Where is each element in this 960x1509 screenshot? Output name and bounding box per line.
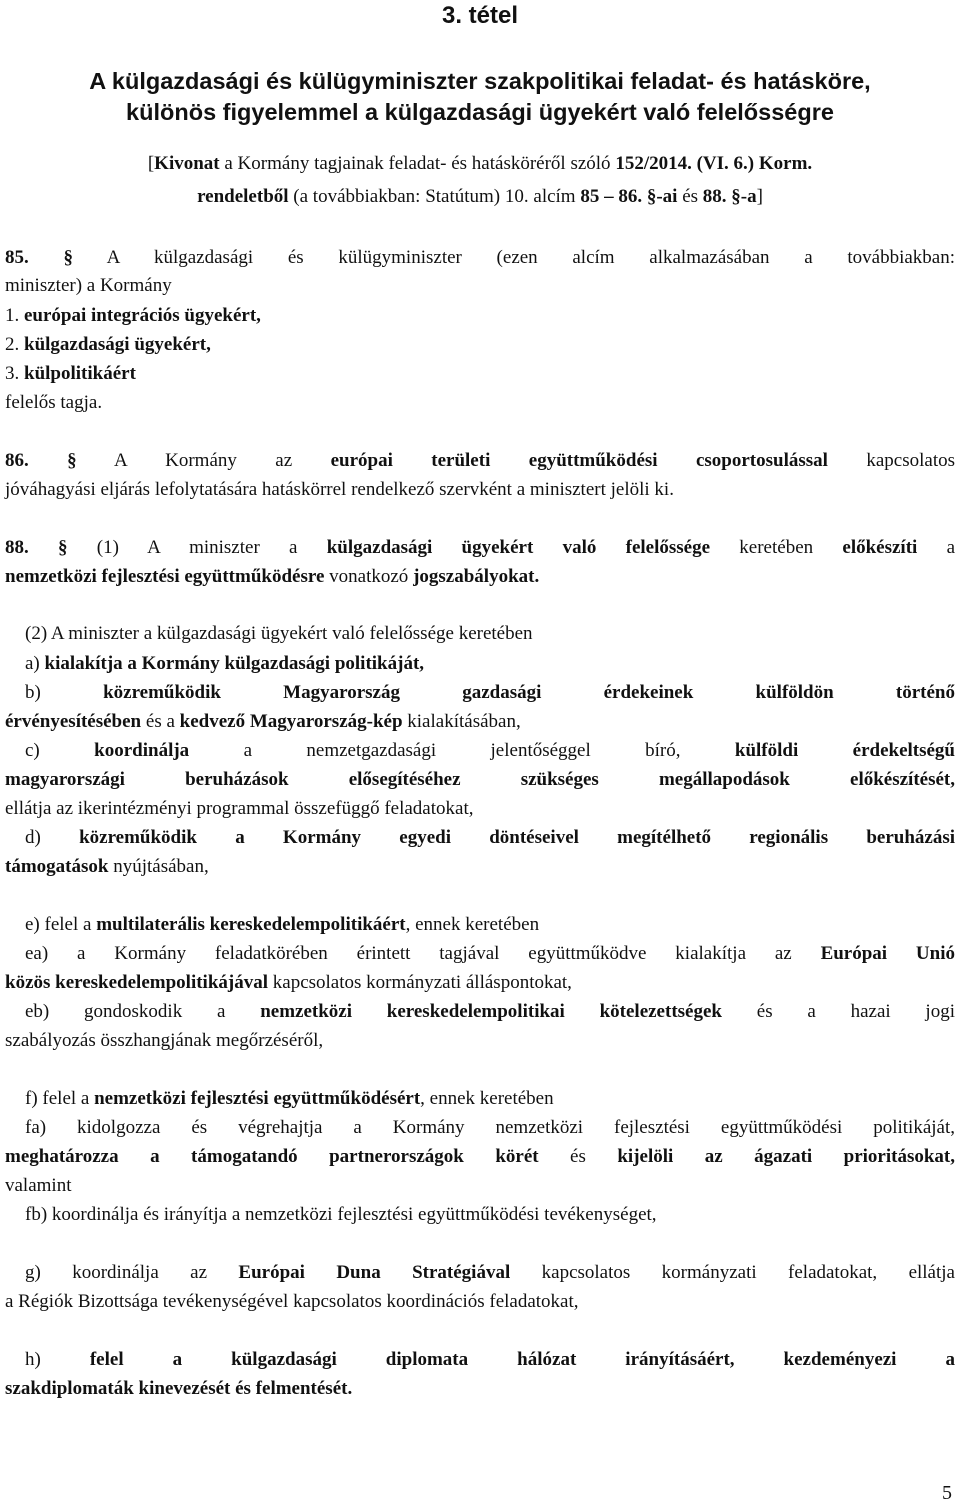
item-bold: közreműködik a Kormány egyedi döntéseivel megítélhető regionális beruházási (79, 827, 956, 848)
item-c-line-2: magyarországi beruházások elősegítéséhez szükséges megállapodások előkészítését, (5, 769, 955, 790)
item-c-line-3: ellátja az ikerintézményi programmal összefüggő feladatokat, (5, 798, 474, 819)
intro-88: 88. (702, 186, 732, 207)
s85-line-2: miniszter) a Kormány (5, 275, 172, 296)
item-bold: külföldi érdekeltségű (734, 740, 956, 761)
item-b-line-2 (5, 708, 955, 736)
item-bold: kialakítja a Kormány külgazdasági politikáját, (44, 653, 425, 674)
item-ea-line-1 (25, 940, 955, 968)
item-text: ea) a Kormány feladatkörében érintett tagjával együttműködve kialakítja az (25, 943, 821, 964)
item-text: eb) gondoskodik a (25, 1001, 261, 1022)
item-fa-line-1: fa) kidolgozza és végrehajtja a Kormány nemzetközi fejlesztési együttműködési politikáját, (25, 1117, 955, 1138)
s88-number: 88. (5, 537, 59, 558)
item-ea-line-2 (5, 969, 955, 997)
s88-bold-2: előkészíti (842, 537, 918, 558)
section-symbol: § (67, 450, 77, 471)
intro-suffix-2: -a (740, 186, 757, 207)
item-text: kapcsolatos kormányzati feladatokat, ellátja (510, 1262, 955, 1283)
s88-bold-1: külgazdasági ügyekért való felelőssége (326, 537, 711, 558)
section-symbol: § (58, 537, 68, 558)
item-d-line-2 (5, 853, 955, 881)
s85-item-3 (5, 360, 955, 388)
item-text: európai integrációs ügyekért, (24, 305, 261, 326)
s88-line-2 (5, 563, 955, 591)
item-prefix: d) (25, 827, 80, 848)
intro-text: a Kormány tagjainak feladat- és hatásköréről szóló (219, 153, 616, 174)
item-num: 1. (5, 305, 24, 326)
item-text: és a (141, 711, 180, 732)
item-bold: multilaterális kereskedelempolitikáért (96, 914, 406, 935)
item-bold: meghatározza a támogatandó partnerországok körét (5, 1146, 539, 1167)
intro-suffix: -ai (656, 186, 678, 207)
item-h-line-2: szakdiplomaták kinevezését és felmentését. (5, 1378, 353, 1399)
item-text: kialakításában, (402, 711, 521, 732)
s85-end: felelős tagja. (5, 392, 103, 413)
item-g-line-2: a Régiók Bizottsága tevékenységével kapcsolatos koordinációs feladatokat, (5, 1291, 579, 1312)
item-b-line-1 (25, 679, 955, 707)
item-text: , ennek keretében (405, 914, 540, 935)
item-bold: felel a külgazdasági diplomata hálózat irányításáért, kezdeményezi a (89, 1349, 955, 1370)
item-prefix: e) felel a (25, 914, 97, 935)
item-h-line-1 (25, 1346, 955, 1374)
item-text: külpolitikáért (24, 363, 136, 384)
s88-text: (1) A miniszter a (67, 537, 327, 558)
item-f (25, 1085, 960, 1113)
item-text: g) koordinálja az (25, 1262, 239, 1283)
item-prefix: h) (25, 1349, 90, 1370)
item-num: 2. (5, 334, 24, 355)
s85-number: 85. (5, 247, 64, 268)
section-symbol: § (63, 247, 73, 268)
s86-number: 86. (5, 450, 68, 471)
intro-line-1 (5, 150, 955, 178)
document-title (10, 66, 950, 128)
item-bold: érvényesítésében (5, 711, 142, 732)
item-bold: kedvező Magyarország-kép (179, 711, 403, 732)
item-fa-line-2 (5, 1143, 955, 1171)
section-header: 3. tétel (441, 2, 519, 29)
item-prefix: b) (25, 682, 104, 703)
s88-text-2: keretében (710, 537, 843, 558)
item-eb-line-2: szabályozás összhangjának megőrzéséről, (5, 1030, 324, 1051)
s85-line-1 (5, 244, 955, 272)
item-prefix: a) (25, 653, 45, 674)
item-num: 3. (5, 363, 24, 384)
s85-item-1 (5, 302, 955, 330)
item-e (25, 911, 960, 939)
s88-line-1 (5, 534, 955, 562)
item-text: kapcsolatos kormányzati álláspontokat, (268, 972, 572, 993)
section-symbol: § (731, 186, 741, 207)
item-prefix: f) felel a (25, 1088, 95, 1109)
intro-sections: 85 – 86. (580, 186, 647, 207)
intro-bracket-close: ] (756, 186, 763, 207)
s86-line-2: jóváhagyási eljárás lefolytatására hatáskörrel rendelkező szervként a minisztert jelöli ki. (5, 479, 674, 500)
item-bold: Európai Duna Stratégiával (238, 1262, 511, 1283)
intro-text-2: (a továbbiakban: Statútum) 10. alcím (288, 186, 581, 207)
s86-bold: európai területi együttműködési csoportosulással (330, 450, 828, 471)
item-fa-line-3: valamint (5, 1175, 72, 1196)
item-bold: közreműködik Magyarország gazdasági érdekeinek külföldön történő (103, 682, 955, 703)
s88-bold-3: nemzetközi fejlesztési együttműködésre (5, 566, 325, 587)
s86-text: A Kormány az (76, 450, 331, 471)
title-line-2: különös figyelemmel a külgazdasági ügyekért való felelősségre (126, 99, 834, 125)
item-bold: nemzetközi kereskedelempolitikai kötelezettségek (260, 1001, 722, 1022)
item-bold: támogatások (5, 856, 109, 877)
item-bold: koordinálja (94, 740, 190, 761)
s86-line-1 (5, 447, 955, 475)
item-c-line-1 (25, 737, 955, 765)
s88-bold-4: jogszabályokat. (413, 566, 540, 587)
item-text: nyújtásában, (108, 856, 209, 877)
item-text: és (538, 1146, 618, 1167)
item-text: külgazdasági ügyekért, (24, 334, 211, 355)
item-text: , ennek keretében (420, 1088, 554, 1109)
item-eb-line-1 (25, 998, 955, 1026)
item-text: és a hazai jogi (721, 1001, 955, 1022)
section-symbol: § (646, 186, 657, 207)
intro-and: és (677, 186, 703, 207)
intro-rendelet: rendeletből (197, 186, 289, 207)
title-line-1: A külgazdasági és külügyminiszter szakpolitikai feladat- és hatásköre, (89, 68, 871, 94)
item-bold: Európai Unió (820, 943, 955, 964)
item-bold: közös kereskedelempolitikájával (5, 972, 269, 993)
item-bold: nemzetközi fejlesztési együttműködésért (94, 1088, 421, 1109)
s86-text-2: kapcsolatos (827, 450, 955, 471)
s88-text-3: a (917, 537, 956, 558)
intro-decree: 152/2014. (VI. 6.) Korm. (615, 153, 813, 174)
item-g-line-1 (25, 1259, 955, 1287)
s88-para-2: (2) A miniszter a külgazdasági ügyekért való felelőssége keretében (25, 623, 533, 644)
s85-text: A külgazdasági és külügyminiszter (ezen alcím alkalmazásában a továbbiakban: (72, 247, 956, 268)
s85-item-2 (5, 331, 955, 359)
page-number: 5 (942, 1482, 952, 1504)
item-a (25, 650, 960, 678)
item-fb: fb) koordinálja és irányítja a nemzetközi fejlesztési együttműködési tevékenységet, (25, 1204, 657, 1225)
intro-kivonat: Kivonat (154, 153, 220, 174)
item-prefix: c) (25, 740, 95, 761)
item-d-line-1 (25, 824, 955, 852)
item-text: a nemzetgazdasági jelentőséggel bíró, (189, 740, 735, 761)
intro-line-2 (5, 183, 955, 211)
s88-text-4: vonatkozó (324, 566, 414, 587)
item-bold: kijelöli az ágazati prioritásokat, (617, 1146, 955, 1167)
intro-bracket: [ (147, 153, 155, 174)
